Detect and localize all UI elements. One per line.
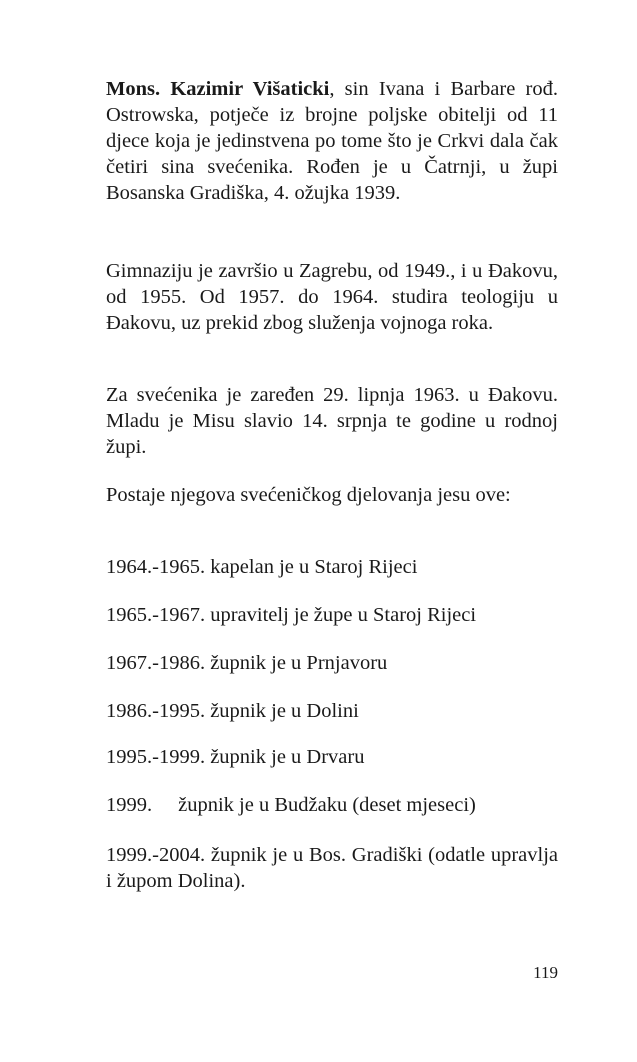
list-item xyxy=(106,698,558,724)
service-years: 1995.-1999. xyxy=(106,746,206,768)
list-item xyxy=(106,744,558,770)
list-item xyxy=(106,650,558,676)
list-item xyxy=(106,842,558,894)
paragraph-biography-intro xyxy=(106,76,558,206)
service-years: 1999.-2004. xyxy=(106,844,206,866)
service-years: 1965.-1967. xyxy=(106,604,206,626)
list-item xyxy=(106,602,558,628)
paragraph-education: Gimnaziju je završio u Zagrebu, od 1949., i u Đakovu, od 1955. Od 1957. do 1964. studira teologiju u Đakovu, uz prekid zbog služenja vojnoga roka. xyxy=(106,260,558,334)
service-text: župnik je u Budžaku (deset mjeseci) xyxy=(178,794,476,816)
service-text: župnik je u Bos. Gradiški (odatle upravlja i župom Dolina). xyxy=(106,844,559,892)
paragraph-ordination: Za svećenika je zaređen 29. lipnja 1963. u Đakovu. Mladu je Misu slavio 14. srpnja te godine u rodnoj župi. xyxy=(106,384,558,458)
service-text: upravitelj je župe u Staroj Rijeci xyxy=(210,604,477,626)
service-text: župnik je u Dolini xyxy=(210,700,359,722)
service-text: župnik je u Drvaru xyxy=(210,746,365,768)
intro-text: , sin Ivana i Barbare rođ. Ostrowska, potječe iz brojne poljske obitelji od 11 djece koja je jedinstvena po tome što je Crkvi dala čak četiri sina svećenika. Rođen je u Čatrnji, u župi Bosanska Gradiška, 4. ožujka 1939. xyxy=(106,78,558,204)
paragraph-service-intro: Postaje njegova svećeničkog djelovanja jesu ove: xyxy=(106,484,511,506)
service-years: 1964.-1965. xyxy=(106,556,206,578)
person-name: Mons. Kazimir Višaticki xyxy=(106,78,330,100)
service-years: 1999. xyxy=(106,794,153,816)
service-years: 1986.-1995. xyxy=(106,700,206,722)
service-text: župnik je u Prnjavoru xyxy=(210,652,388,674)
page-number: 119 xyxy=(533,963,558,982)
list-item xyxy=(106,792,558,818)
service-text: kapelan je u Staroj Rijeci xyxy=(210,556,418,578)
service-years: 1967.-1986. xyxy=(106,652,206,674)
list-item xyxy=(106,554,558,580)
